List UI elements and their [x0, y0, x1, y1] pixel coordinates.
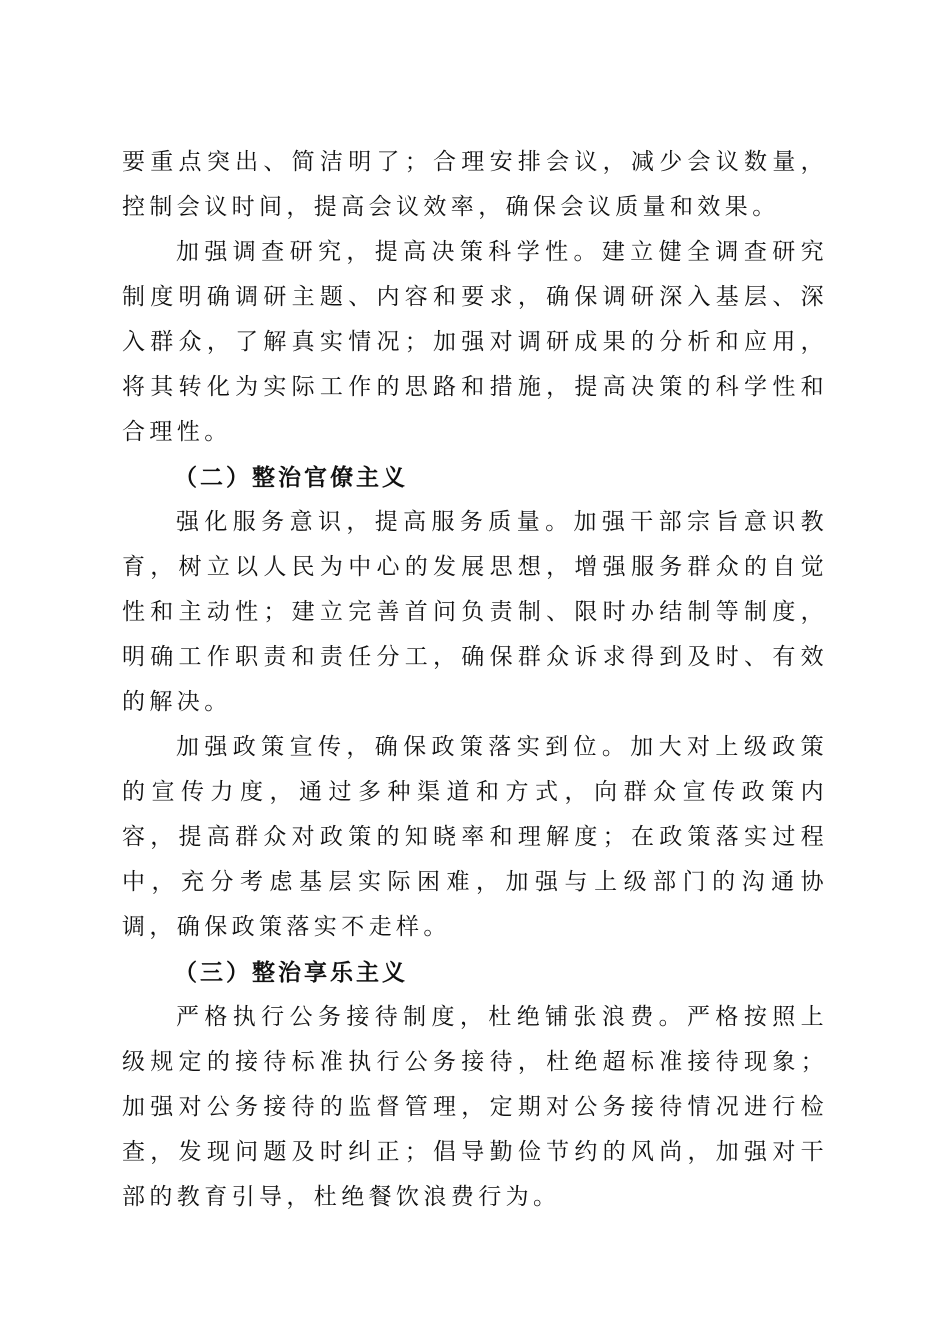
paragraph-research: 加强调查研究，提高决策科学性。建立健全调查研究制度明确调研主题、内容和要求，确保调研深入基层、深入群众，了解真实情况；加强对调研成果的分析和应用，将其转化为实际工作的思路和措施，提高决策的科学性和合理性。: [122, 239, 828, 445]
section-heading-bureaucracy: （二）整治官僚主义: [174, 464, 408, 491]
paragraph-service-awareness: 强化服务意识，提高服务质量。加强干部宗旨意识教育，树立以人民为中心的发展思想，增强服务群众的自觉性和主动性；建立完善首问负责制、限时办结制等制度，明确工作职责和责任分工，确保群众诉求得到及时、有效的解决。: [122, 509, 828, 715]
paragraph-meeting-efficiency: 要重点突出、简洁明了；合理安排会议，减少会议数量，控制会议时间，提高会议效率，确保会议质量和效果。: [122, 149, 828, 220]
section-heading-hedonism: （三）整治享乐主义: [174, 959, 408, 986]
document-body: [122, 140, 828, 1220]
paragraph-policy-publicity: 加强政策宣传，确保政策落实到位。加大对上级政策的宣传力度，通过多种渠道和方式，向群众宣传政策内容，提高群众对政策的知晓率和理解度；在政策落实过程中，充分考虑基层实际困难，加强与上级部门的沟通协调，确保政策落实不走样。: [122, 734, 828, 940]
paragraph-reception-system: 严格执行公务接待制度，杜绝铺张浪费。严格按照上级规定的接待标准执行公务接待，杜绝超标准接待现象；加强对公务接待的监督管理，定期对公务接待情况进行检查，发现问题及时纠正；倡导勤俭节约的风尚，加强对干部的教育引导，杜绝餐饮浪费行为。: [122, 1004, 828, 1210]
